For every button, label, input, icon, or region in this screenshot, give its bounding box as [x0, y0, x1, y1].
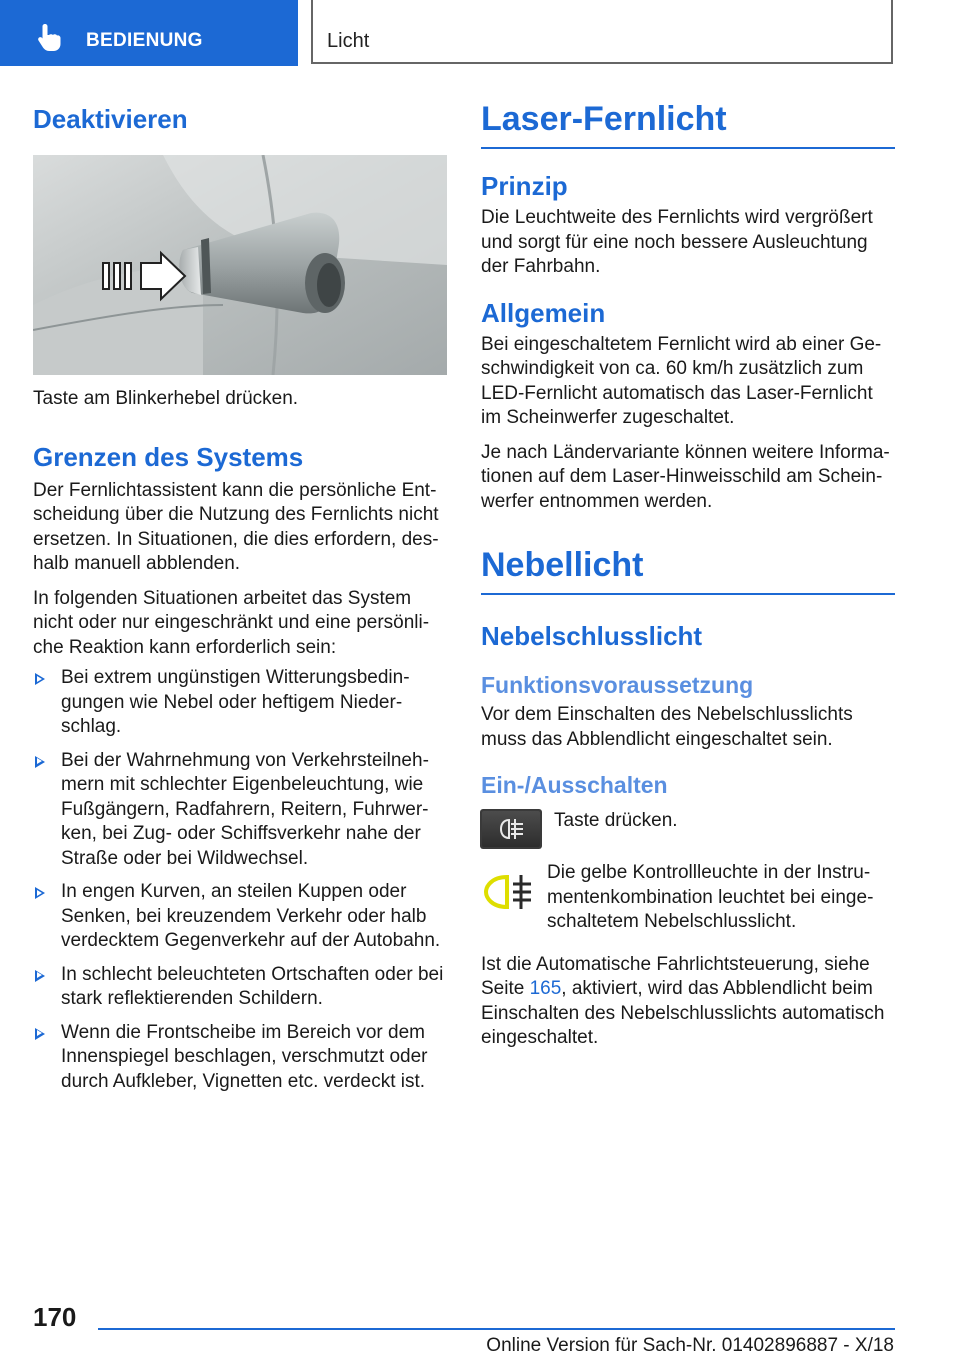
- fog-button-row: [480, 809, 895, 849]
- heading-laser-fernlicht: Laser-Fernlicht: [481, 100, 895, 149]
- triangle-bullet-icon: [35, 673, 45, 685]
- pointing-hand-icon: [36, 22, 64, 52]
- heading-allgemein: Allgemein: [481, 297, 606, 328]
- heading-ein-ausschalten: Ein-/Ausschalten: [481, 772, 668, 798]
- limitations-list: [33, 666, 447, 1094]
- indicator-row: [481, 862, 895, 935]
- chapter-tab-label: Licht: [327, 30, 370, 52]
- list-item: In schlecht beleuchteten Ortschaften oder bei stark reflektierenden Schildern.: [33, 963, 447, 1012]
- photo-caption: Taste am Blinkerhebel drücken.: [33, 388, 299, 409]
- turn-signal-lever-photo: [33, 155, 447, 375]
- heading-nebellicht: Nebellicht: [481, 546, 895, 595]
- list-item: Bei der Wahrnehmung von Verkehrsteilnehmern mit schlechter Eigenbeleuchtung, wie Fußgängern, Radfahrern, Reitern, Fuhrwerken, bei Zug- oder Schiffsverkehr nahe der Straße oder bei Wildwechsel.: [33, 749, 447, 872]
- heading-deaktivieren: Deaktivieren: [33, 104, 188, 134]
- list-item: Wenn die Frontscheibe im Bereich vor dem Innenspiegel beschlagen, verschmutzt oder durch Aufkleber, Vignetten etc. verdeckt ist.: [33, 1021, 447, 1095]
- rear-fog-light-icon: [498, 817, 526, 841]
- chapter-tab-licht[interactable]: [311, 0, 893, 64]
- triangle-bullet-icon: [35, 887, 45, 899]
- paragraph-allgemein-1: Bei eingeschaltetem Fernlicht wird ab einer Geschwindigkeit von ca. 60 km/h zusätzlich zum LED-Fernlicht automatisch das Laser-Fernlicht im Scheinwerfer zugeschaltet.: [481, 333, 882, 428]
- page-number: 170: [33, 1302, 77, 1332]
- left-column: [33, 100, 447, 1103]
- rear-fog-button-image: [480, 809, 542, 849]
- triangle-bullet-icon: [35, 1028, 45, 1040]
- list-item: In engen Kurven, an steilen Kuppen oder Senken, bei kreuzendem Verkehr oder halb verdecktem Gegenverkehr auf der Autobahn.: [33, 880, 447, 954]
- heading-nebelschlusslicht: Nebelschlusslicht: [481, 621, 703, 651]
- paragraph-taste-druecken: Taste drücken.: [554, 810, 678, 831]
- page-header: [0, 0, 960, 66]
- triangle-bullet-icon: [35, 970, 45, 982]
- footer-online-version: Online Version für Sach-Nr. 01402896887 - X/18: [486, 1335, 894, 1356]
- list-item: Bei extrem ungünstigen Witterungsbedingungen wie Nebel oder heftigem Niederschlag.: [33, 666, 447, 740]
- paragraph-kontrollleuchte: Die gelbe Kontrollleuchte in der Instrumentenkombination leuchtet bei eingeschaltetem Nebelschlusslicht.: [547, 862, 874, 932]
- paragraph-grenzen-2: In folgenden Situationen arbeitet das System nicht oder nur eingeschränkt und eine persönliche Reaktion kann erforderlich sein:: [33, 587, 430, 658]
- paragraph-grenzen-1: Der Fernlichtassistent kann die persönliche Entscheidung über die Nutzung des Fernlichts nicht ersetzen. In Situationen, die dies erfordern, deshalb manuell abblenden.: [33, 479, 439, 574]
- triangle-bullet-icon: [35, 756, 45, 768]
- paragraph-allgemein-2: Je nach Ländervariante können weitere Informationen auf dem Laser-Hinweisschild am Scheinwerfer entnommen werden.: [481, 441, 890, 512]
- section-tab-label: BEDIENUNG: [86, 30, 203, 51]
- footer-divider: [98, 1328, 895, 1330]
- paragraph-automatische-fahrlichtsteuerung: Ist die Automatische Fahrlichtsteuerung, siehe Seite 165, aktiviert, wird das Abblendlicht beim Einschalten des Nebelschlusslichts automatisch eingeschaltet.: [481, 953, 885, 1048]
- section-tab-bedienung[interactable]: [0, 0, 298, 66]
- heading-grenzen-des-systems: Grenzen des Systems: [33, 441, 304, 472]
- paragraph-funktionsvoraussetzung: Vor dem Einschalten des Nebelschlusslichts muss das Abblendlicht eingeschaltet sein.: [481, 704, 853, 750]
- heading-prinzip: Prinzip: [481, 171, 568, 201]
- page-link-165[interactable]: 165: [529, 978, 562, 999]
- yellow-rear-fog-indicator-icon: [481, 867, 543, 917]
- heading-funktionsvoraussetzung: Funktionsvoraussetzung: [481, 672, 754, 698]
- right-column: [481, 100, 895, 1051]
- paragraph-prinzip: Die Leuchtweite des Fernlichts wird vergrößert und sorgt für eine noch bessere Ausleuchtung der Fahrbahn.: [481, 207, 873, 277]
